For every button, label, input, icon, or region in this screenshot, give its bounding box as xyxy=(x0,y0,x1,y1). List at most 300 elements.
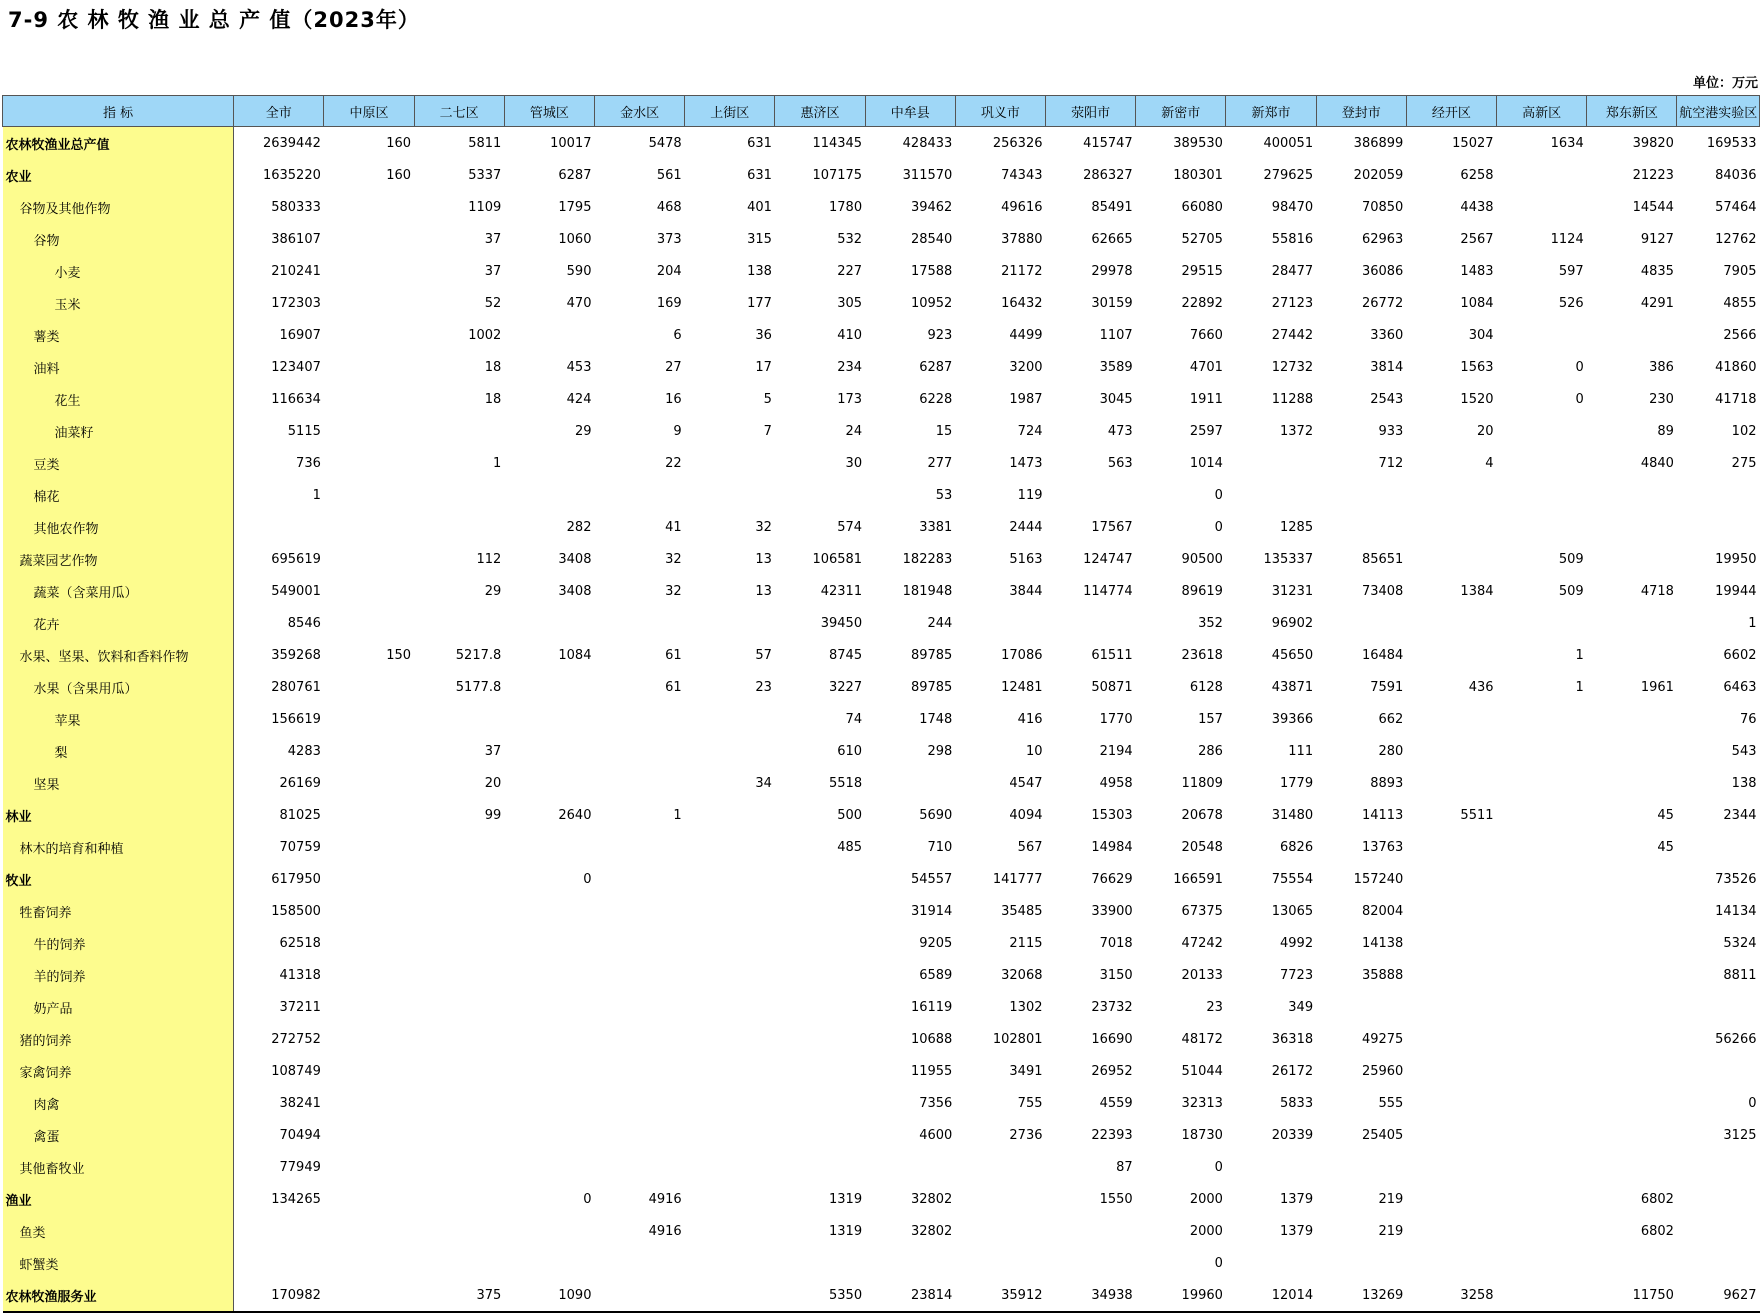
table-cell: 135337 xyxy=(1263,551,1314,567)
table-cell: 555 xyxy=(1378,1095,1404,1111)
table-cell xyxy=(1226,447,1316,479)
table-cell: 25960 xyxy=(1361,1063,1404,1079)
table-cell xyxy=(685,1023,775,1055)
column-header: 二七区 xyxy=(414,96,504,127)
table-cell xyxy=(594,703,684,735)
table-cell xyxy=(685,1215,775,1247)
table-cell xyxy=(685,831,775,863)
table-cell xyxy=(1406,927,1496,959)
table-cell xyxy=(1497,831,1587,863)
table-cell xyxy=(324,607,414,639)
table-row xyxy=(3,159,1760,191)
table-cell: 3408 xyxy=(558,551,592,567)
table-row xyxy=(3,1279,1760,1312)
table-cell: 1319 xyxy=(829,1191,863,1207)
row-label: 虾蟹类 xyxy=(3,1247,234,1279)
table-cell: 28540 xyxy=(910,231,953,247)
table-cell: 18 xyxy=(484,359,502,375)
data-table xyxy=(2,95,1760,1313)
table-cell: 169 xyxy=(656,295,682,311)
row-label: 家禽饲养 xyxy=(3,1055,234,1087)
table-cell: 2567 xyxy=(1460,231,1494,247)
table-cell: 359268 xyxy=(271,647,321,663)
table-cell: 23618 xyxy=(1181,647,1223,663)
table-cell xyxy=(1406,1055,1496,1087)
table-row xyxy=(3,959,1760,991)
table-cell xyxy=(1497,1247,1587,1279)
column-header: 全市 xyxy=(234,96,324,127)
table-row xyxy=(3,895,1760,927)
table-cell: 6463 xyxy=(1723,679,1757,695)
table-cell: 66080 xyxy=(1181,199,1223,215)
table-cell: 13 xyxy=(755,583,772,599)
table-cell xyxy=(1226,1247,1316,1279)
table-cell: 123407 xyxy=(271,359,321,375)
table-cell: 27123 xyxy=(1271,295,1314,311)
table-cell: 37 xyxy=(484,743,502,759)
table-row xyxy=(3,447,1760,479)
table-cell: 1 xyxy=(1575,647,1584,663)
table-cell xyxy=(955,1151,1045,1183)
row-label: 牛的饲养 xyxy=(3,927,234,959)
table-cell: 256326 xyxy=(992,135,1043,151)
table-cell: 17567 xyxy=(1091,519,1133,535)
table-cell xyxy=(1316,991,1406,1023)
table-cell xyxy=(1587,1087,1677,1119)
table-cell xyxy=(504,767,594,799)
table-cell: 23 xyxy=(755,679,772,695)
table-row xyxy=(3,703,1760,735)
table-cell: 0 xyxy=(1214,519,1223,535)
table-cell: 0 xyxy=(583,871,592,887)
table-cell xyxy=(1406,991,1496,1023)
table-cell: 160 xyxy=(386,135,412,151)
table-cell: 4855 xyxy=(1723,295,1757,311)
table-cell xyxy=(594,735,684,767)
table-cell xyxy=(685,927,775,959)
table-cell xyxy=(1497,799,1587,831)
column-header: 荥阳市 xyxy=(1046,96,1136,127)
table-cell: 20548 xyxy=(1181,839,1223,855)
table-row xyxy=(3,575,1760,607)
table-cell: 29978 xyxy=(1091,263,1133,279)
row-label: 农业 xyxy=(3,159,234,191)
table-cell xyxy=(685,735,775,767)
table-cell: 29515 xyxy=(1181,263,1223,279)
table-cell: 98470 xyxy=(1271,199,1314,215)
table-cell xyxy=(1497,735,1587,767)
table-cell: 286327 xyxy=(1083,167,1133,183)
table-cell: 597 xyxy=(1558,263,1584,279)
table-cell xyxy=(1497,1055,1587,1087)
table-cell: 7723 xyxy=(1280,967,1314,983)
table-cell: 13763 xyxy=(1361,839,1404,855)
table-cell: 85651 xyxy=(1361,551,1404,567)
row-label: 花卉 xyxy=(3,607,234,639)
table-cell: 61511 xyxy=(1091,647,1133,663)
table-cell xyxy=(414,895,504,927)
table-cell xyxy=(324,319,414,351)
table-cell xyxy=(775,895,865,927)
table-row xyxy=(3,415,1760,447)
table-cell: 17086 xyxy=(1001,647,1043,663)
table-cell: 22 xyxy=(665,455,682,471)
table-cell xyxy=(1587,1247,1677,1279)
table-cell: 182283 xyxy=(902,551,953,567)
table-cell xyxy=(504,1023,594,1055)
table-cell: 9127 xyxy=(1640,231,1674,247)
table-cell: 10952 xyxy=(910,295,953,311)
table-cell: 280 xyxy=(1378,743,1404,759)
table-cell: 23814 xyxy=(865,1279,955,1312)
row-label: 林木的培育和种植 xyxy=(3,831,234,863)
table-cell: 7018 xyxy=(1099,935,1133,951)
table-cell xyxy=(1497,511,1587,543)
table-cell: 14138 xyxy=(1361,935,1404,951)
table-cell xyxy=(1226,479,1316,511)
table-cell xyxy=(324,671,414,703)
row-label: 花生 xyxy=(3,383,234,415)
table-cell: 38241 xyxy=(279,1095,321,1111)
row-label: 梨 xyxy=(3,735,234,767)
table-cell xyxy=(685,1151,775,1183)
table-cell: 532 xyxy=(837,231,863,247)
table-cell: 90500 xyxy=(1181,551,1223,567)
column-header: 中原区 xyxy=(324,96,414,127)
row-label: 其他畜牧业 xyxy=(3,1151,234,1183)
table-cell: 87 xyxy=(1116,1159,1133,1175)
table-cell xyxy=(324,351,414,383)
table-cell: 2597 xyxy=(1189,423,1223,439)
table-cell: 24 xyxy=(845,423,863,439)
row-label: 谷物 xyxy=(3,223,234,255)
table-cell: 1084 xyxy=(558,647,592,663)
table-cell xyxy=(685,991,775,1023)
table-cell: 509 xyxy=(1558,583,1584,599)
table-cell xyxy=(414,1119,504,1151)
table-cell: 1779 xyxy=(1280,775,1314,791)
table-cell: 141777 xyxy=(992,871,1043,887)
row-label: 羊的饲养 xyxy=(3,959,234,991)
table-cell xyxy=(1406,1087,1496,1119)
table-cell: 16907 xyxy=(279,327,321,343)
table-cell xyxy=(414,511,504,543)
table-cell: 31231 xyxy=(1271,583,1314,599)
table-cell: 27 xyxy=(665,359,682,375)
table-cell xyxy=(504,895,594,927)
table-cell: 15 xyxy=(935,423,953,439)
table-cell: 2566 xyxy=(1723,327,1757,343)
table-cell: 74 xyxy=(845,711,863,727)
table-cell xyxy=(594,927,684,959)
table-cell: 61 xyxy=(665,647,682,663)
table-cell xyxy=(955,1215,1045,1247)
table-cell: 234 xyxy=(837,359,863,375)
table-cell xyxy=(324,831,414,863)
table-cell xyxy=(775,1151,865,1183)
table-cell: 415747 xyxy=(1083,135,1133,151)
row-label: 禽蛋 xyxy=(3,1119,234,1151)
table-cell: 150 xyxy=(386,647,412,663)
table-cell: 31914 xyxy=(910,903,953,919)
table-cell: 9 xyxy=(673,423,682,439)
table-cell: 25405 xyxy=(1361,1127,1404,1143)
table-cell xyxy=(865,1247,955,1279)
table-cell: 1084 xyxy=(1460,295,1494,311)
table-cell: 590 xyxy=(566,263,592,279)
table-cell xyxy=(1587,1119,1677,1151)
table-cell: 5350 xyxy=(775,1279,865,1312)
table-cell xyxy=(504,1087,594,1119)
table-cell: 75554 xyxy=(1271,871,1314,887)
table-cell: 45650 xyxy=(1271,647,1314,663)
table-cell: 1002 xyxy=(468,327,502,343)
table-cell: 7591 xyxy=(1370,679,1404,695)
table-cell: 81025 xyxy=(279,807,321,823)
table-cell: 4283 xyxy=(287,743,321,759)
table-cell xyxy=(685,1183,775,1215)
table-row xyxy=(3,639,1760,671)
table-cell: 29 xyxy=(574,423,592,439)
table-cell: 111 xyxy=(1288,743,1314,759)
table-cell: 21223 xyxy=(1632,167,1674,183)
table-cell xyxy=(1406,703,1496,735)
table-cell: 32 xyxy=(665,583,682,599)
table-cell: 177 xyxy=(747,295,772,311)
table-cell: 26772 xyxy=(1361,295,1404,311)
table-cell: 37880 xyxy=(1001,231,1043,247)
table-cell: 695619 xyxy=(271,551,321,567)
table-cell: 1379 xyxy=(1280,1191,1314,1207)
table-row xyxy=(3,767,1760,799)
table-cell xyxy=(594,479,684,511)
table-cell xyxy=(1497,447,1587,479)
table-cell xyxy=(324,575,414,607)
table-cell: 219 xyxy=(1378,1223,1404,1239)
row-label: 肉禽 xyxy=(3,1087,234,1119)
table-cell: 4094 xyxy=(1009,807,1043,823)
table-cell: 230 xyxy=(1649,391,1674,407)
table-cell xyxy=(865,767,955,799)
table-cell: 2115 xyxy=(1009,935,1043,951)
table-cell xyxy=(1316,511,1406,543)
table-cell: 617950 xyxy=(271,871,321,887)
table-cell: 32802 xyxy=(910,1223,953,1239)
unit-label: 单位：万元 xyxy=(1692,76,1758,91)
table-cell: 36318 xyxy=(1271,1031,1314,1047)
table-cell xyxy=(324,863,414,895)
row-label: 奶产品 xyxy=(3,991,234,1023)
table-cell: 1795 xyxy=(558,199,592,215)
table-cell: 62665 xyxy=(1091,231,1133,247)
table-row xyxy=(3,223,1760,255)
table-cell: 0 xyxy=(583,1191,592,1207)
table-cell: 32 xyxy=(755,519,772,535)
table-cell: 1473 xyxy=(1009,455,1043,471)
table-cell: 11955 xyxy=(910,1063,953,1079)
table-cell: 485 xyxy=(837,839,863,855)
table-cell xyxy=(324,1119,414,1151)
row-label: 蔬菜园艺作物 xyxy=(3,543,234,575)
table-cell: 305 xyxy=(837,295,863,311)
table-cell xyxy=(324,799,414,831)
table-cell xyxy=(324,991,414,1023)
table-cell: 10688 xyxy=(910,1031,953,1047)
table-cell xyxy=(324,1247,414,1279)
table-cell xyxy=(775,1023,865,1055)
table-cell: 8811 xyxy=(1723,967,1757,983)
table-cell: 14544 xyxy=(1632,199,1674,215)
table-cell: 4701 xyxy=(1189,359,1223,375)
table-row xyxy=(3,927,1760,959)
table-cell: 36 xyxy=(755,327,772,343)
table-cell: 4547 xyxy=(1009,775,1043,791)
table-cell: 67375 xyxy=(1181,903,1223,919)
table-cell: 1090 xyxy=(504,1279,594,1312)
table-cell: 2194 xyxy=(1099,743,1133,759)
table-cell xyxy=(1046,607,1136,639)
table-cell xyxy=(1587,1023,1677,1055)
table-cell xyxy=(504,1055,594,1087)
table-cell xyxy=(414,991,504,1023)
column-header-indicator: 指 标 xyxy=(3,96,234,127)
table-cell: 39820 xyxy=(1632,135,1674,151)
table-cell: 8745 xyxy=(829,647,863,663)
table-cell: 17 xyxy=(755,359,772,375)
table-cell: 410 xyxy=(837,327,863,343)
table-row xyxy=(3,1087,1760,1119)
table-cell: 16119 xyxy=(910,999,953,1015)
table-cell: 543 xyxy=(1731,743,1757,759)
table-row xyxy=(3,255,1760,287)
table-cell: 169533 xyxy=(1706,135,1757,151)
table-cell: 2000 xyxy=(1189,1191,1223,1207)
table-cell: 107175 xyxy=(812,167,863,183)
table-cell: 4840 xyxy=(1640,455,1674,471)
table-cell xyxy=(324,767,414,799)
row-label: 薯类 xyxy=(3,319,234,351)
table-cell: 561 xyxy=(656,167,682,183)
table-cell xyxy=(414,1087,504,1119)
table-cell xyxy=(1677,479,1760,511)
table-cell: 3814 xyxy=(1370,359,1404,375)
table-cell: 280761 xyxy=(271,679,321,695)
table-row xyxy=(3,511,1760,543)
table-cell xyxy=(1046,1215,1136,1247)
table-cell: 12481 xyxy=(1001,679,1043,695)
column-header: 航空港实验区 xyxy=(1677,96,1760,127)
table-cell xyxy=(414,863,504,895)
table-cell: 1060 xyxy=(558,231,592,247)
table-cell xyxy=(504,1215,594,1247)
row-label: 水果、坚果、饮料和香料作物 xyxy=(3,639,234,671)
table-cell xyxy=(594,1119,684,1151)
table-cell: 352 xyxy=(1198,615,1223,631)
table-cell: 202059 xyxy=(1353,167,1404,183)
table-cell: 19960 xyxy=(1136,1279,1226,1312)
table-cell: 5163 xyxy=(1009,551,1043,567)
table-cell xyxy=(414,959,504,991)
table-cell: 119 xyxy=(1017,487,1043,503)
table-cell xyxy=(504,1247,594,1279)
row-label: 豆类 xyxy=(3,447,234,479)
table-cell: 4718 xyxy=(1640,583,1674,599)
table-cell: 1 xyxy=(1748,615,1757,631)
table-cell: 1635220 xyxy=(262,167,321,183)
table-cell: 0 xyxy=(1575,391,1584,407)
table-cell xyxy=(414,831,504,863)
table-cell: 74343 xyxy=(1001,167,1043,183)
table-cell: 11288 xyxy=(1271,391,1314,407)
table-cell: 1748 xyxy=(919,711,953,727)
table-cell: 0 xyxy=(1214,1255,1223,1271)
table-cell: 6128 xyxy=(1189,679,1223,695)
table-cell xyxy=(324,1023,414,1055)
table-cell: 468 xyxy=(656,199,682,215)
table-cell: 173 xyxy=(837,391,863,407)
table-cell: 1 xyxy=(1575,679,1584,695)
row-label: 农林牧渔业总产值 xyxy=(3,127,234,160)
table-cell: 29 xyxy=(484,583,502,599)
table-cell: 33900 xyxy=(1091,903,1133,919)
table-cell xyxy=(414,1215,504,1247)
table-cell: 375 xyxy=(414,1279,504,1312)
table-cell: 124747 xyxy=(1083,551,1133,567)
table-cell: 36086 xyxy=(1361,263,1404,279)
table-cell: 4992 xyxy=(1280,935,1314,951)
table-cell xyxy=(1497,479,1587,511)
table-cell: 5324 xyxy=(1723,935,1757,951)
table-cell: 6258 xyxy=(1460,167,1494,183)
table-cell: 4916 xyxy=(648,1191,682,1207)
table-cell: 349 xyxy=(1288,999,1314,1015)
row-label: 牲畜饲养 xyxy=(3,895,234,927)
table-cell: 7905 xyxy=(1723,263,1757,279)
table-row xyxy=(3,1119,1760,1151)
table-cell xyxy=(324,447,414,479)
table-cell: 5217.8 xyxy=(455,647,502,663)
table-cell xyxy=(1046,1247,1136,1279)
table-cell: 102801 xyxy=(992,1031,1043,1047)
table-row xyxy=(3,1215,1760,1247)
table-row xyxy=(3,671,1760,703)
table-cell: 77949 xyxy=(279,1159,321,1175)
column-header: 惠济区 xyxy=(775,96,865,127)
table-cell xyxy=(324,1055,414,1087)
table-cell xyxy=(594,1247,684,1279)
table-cell: 41718 xyxy=(1715,391,1757,407)
table-cell: 32802 xyxy=(910,1191,953,1207)
table-cell: 3045 xyxy=(1099,391,1133,407)
table-cell: 41 xyxy=(665,519,682,535)
row-label: 农林牧渔服务业 xyxy=(3,1279,234,1312)
table-cell: 0 xyxy=(1214,1159,1223,1175)
table-cell: 1 xyxy=(312,487,321,503)
table-cell: 373 xyxy=(656,231,682,247)
table-cell: 52 xyxy=(484,295,502,311)
table-cell: 6589 xyxy=(919,967,953,983)
table-cell xyxy=(234,1247,324,1279)
table-cell: 416 xyxy=(1017,711,1043,727)
table-cell xyxy=(324,191,414,223)
table-cell xyxy=(324,1279,414,1312)
table-cell: 49275 xyxy=(1361,1031,1404,1047)
table-cell: 18 xyxy=(484,391,502,407)
row-label: 谷物及其他作物 xyxy=(3,191,234,223)
table-cell xyxy=(1677,1183,1760,1215)
table-cell: 39366 xyxy=(1271,711,1314,727)
column-header: 新密市 xyxy=(1136,96,1226,127)
